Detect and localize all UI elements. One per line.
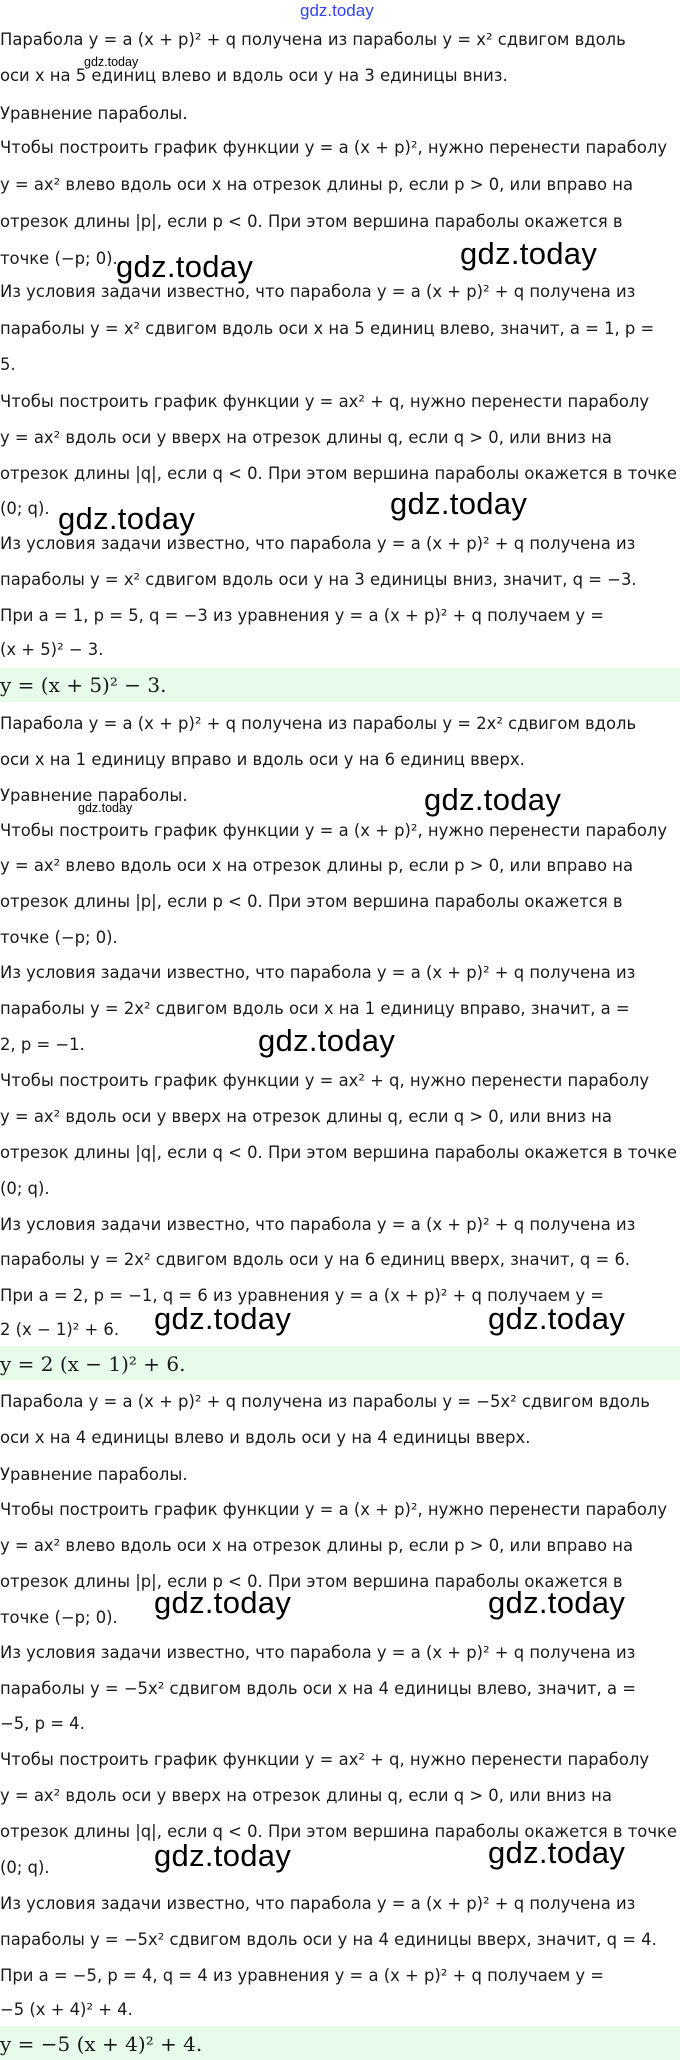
watermark-big: gdz.today — [154, 1838, 292, 1873]
text-line: При a = −5, p = 4, q = 4 из уравнения y = a (x + p)² + q получаем y = — [0, 1966, 605, 1985]
watermark-big: gdz.today — [154, 1301, 292, 1336]
watermark-big: gdz.today — [488, 1301, 626, 1336]
text-line: (0; q). — [0, 1858, 50, 1877]
watermark-big: gdz.today — [116, 249, 254, 284]
text-line: Чтобы построить график функции y = ax² + q, нужно перенести параболу — [0, 1750, 650, 1769]
text-line: Чтобы построить график функции y = a (x + p)², нужно перенести параболу — [0, 821, 668, 840]
text-line: Уравнение параболы. — [0, 104, 188, 123]
text-line: точке (−p; 0). — [0, 1608, 118, 1627]
text-line: параболы y = −5x² сдвигом вдоль оси x на 4 единицы влево, значит, a = — [0, 1679, 636, 1698]
watermark-top: gdz.today — [300, 1, 374, 20]
text-line: точке (−p; 0). — [0, 249, 118, 268]
text-line: отрезок длины |p|, если p < 0. При этом вершина параболы окажется в — [0, 892, 623, 911]
text-line: оси x на 4 единицы влево и вдоль оси y на 4 единицы вверх. — [0, 1428, 531, 1447]
text-line: параболы y = 2x² сдвигом вдоль оси x на 1 единицу вправо, значит, a = — [0, 999, 630, 1018]
text-line: Уравнение параболы. — [0, 1465, 188, 1484]
text-line: Из условия задачи известно, что парабола y = a (x + p)² + q получена из — [0, 1894, 636, 1913]
text-line: точке (−p; 0). — [0, 928, 118, 947]
text-line: 2, p = −1. — [0, 1035, 85, 1054]
text-line: 5. — [0, 355, 16, 374]
text-line: Чтобы построить график функции y = ax² + q, нужно перенести параболу — [0, 1071, 650, 1090]
watermark-small: gdz.today — [84, 55, 139, 69]
text-line: Из условия задачи известно, что парабола y = a (x + p)² + q получена из — [0, 534, 636, 553]
text-line: Из условия задачи известно, что парабола y = a (x + p)² + q получена из — [0, 963, 636, 982]
text-line: Из условия задачи известно, что парабола y = a (x + p)² + q получена из — [0, 282, 636, 301]
text-line: y = ax² влево вдоль оси x на отрезок длины p, если p > 0, или вправо на — [0, 1536, 634, 1555]
text-line: параболы y = x² сдвигом вдоль оси y на 3 единицы вниз, значит, q = −3. — [0, 570, 637, 589]
text-line: (0; q). — [0, 499, 50, 518]
text-line: y = ax² влево вдоль оси x на отрезок длины p, если p > 0, или вправо на — [0, 175, 634, 194]
text-line: отрезок длины |p|, если p < 0. При этом вершина параболы окажется в — [0, 212, 623, 231]
text-line: Уравнение параболы. — [0, 786, 188, 805]
text-line: Из условия задачи известно, что парабола y = a (x + p)² + q получена из — [0, 1643, 636, 1662]
text-line: y = ax² вдоль оси y вверх на отрезок длины q, если q > 0, или вниз на — [0, 1786, 612, 1805]
text-line: y = ax² влево вдоль оси x на отрезок длины p, если p > 0, или вправо на — [0, 856, 634, 875]
text-line: оси x на 5 единиц влево и вдоль оси y на 3 единицы вниз. — [0, 66, 508, 85]
watermark-big: gdz.today — [488, 1585, 626, 1620]
answer-text: y = (x + 5)² − 3. — [0, 673, 167, 697]
watermark-small: gdz.today — [78, 801, 133, 815]
watermark-big: gdz.today — [460, 236, 598, 271]
text-line: параболы y = 2x² сдвигом вдоль оси y на 6 единиц вверх, значит, q = 6. — [0, 1250, 631, 1269]
watermark-big: gdz.today — [258, 1023, 396, 1058]
text-line: отрезок длины |q|, если q < 0. При этом вершина параболы окажется в точке — [0, 464, 678, 483]
text-line: отрезок длины |q|, если q < 0. При этом вершина параболы окажется в точке — [0, 1143, 678, 1162]
text-line: Чтобы построить график функции y = a (x + p)², нужно перенести параболу — [0, 138, 668, 157]
answer-highlight — [0, 1346, 680, 1380]
text-line: y = ax² вдоль оси y вверх на отрезок длины q, если q > 0, или вниз на — [0, 428, 612, 447]
answer-text: y = 2 (x − 1)² + 6. — [0, 1352, 186, 1376]
text-line: При a = 1, p = 5, q = −3 из уравнения y = a (x + p)² + q получаем y = — [0, 606, 605, 625]
watermark-big: gdz.today — [58, 501, 196, 536]
text-line: (x + 5)² − 3. — [0, 640, 104, 659]
watermark-big: gdz.today — [390, 486, 528, 521]
answer-highlight — [0, 668, 680, 702]
text-line: 2 (x − 1)² + 6. — [0, 1320, 120, 1339]
text-line: y = ax² вдоль оси y вверх на отрезок длины q, если q > 0, или вниз на — [0, 1107, 612, 1126]
text-line: Чтобы построить график функции y = ax² + q, нужно перенести параболу — [0, 392, 650, 411]
text-line: (0; q). — [0, 1179, 50, 1198]
text-line: оси x на 1 единицу вправо и вдоль оси y на 6 единиц вверх. — [0, 750, 525, 769]
text-line: −5 (x + 4)² + 4. — [0, 2000, 133, 2019]
text-line: Парабола y = a (x + p)² + q получена из параболы y = 2x² сдвигом вдоль — [0, 714, 637, 733]
text-line: параболы y = x² сдвигом вдоль оси x на 5 единиц влево, значит, a = 1, p = — [0, 319, 655, 338]
text-line: отрезок длины |q|, если q < 0. При этом вершина параболы окажется в точке — [0, 1822, 678, 1841]
answer-highlight — [0, 2026, 680, 2060]
answer-text: y = −5 (x + 4)² + 4. — [0, 2032, 203, 2056]
watermark-big: gdz.today — [424, 782, 562, 817]
text-line: Парабола y = a (x + p)² + q получена из параболы y = −5x² сдвигом вдоль — [0, 1392, 650, 1411]
text-line: Парабола y = a (x + p)² + q получена из параболы y = x² сдвигом вдоль — [0, 30, 626, 49]
text-line: Из условия задачи известно, что парабола y = a (x + p)² + q получена из — [0, 1215, 636, 1234]
watermark-big: gdz.today — [154, 1585, 292, 1620]
text-line: −5, p = 4. — [0, 1714, 85, 1733]
text-line: параболы y = −5x² сдвигом вдоль оси y на 4 единицы вверх, значит, q = 4. — [0, 1930, 657, 1949]
text-line: отрезок длины |p|, если p < 0. При этом вершина параболы окажется в — [0, 1572, 623, 1591]
text-line: При a = 2, p = −1, q = 6 из уравнения y = a (x + p)² + q получаем y = — [0, 1286, 605, 1305]
text-line: Чтобы построить график функции y = a (x + p)², нужно перенести параболу — [0, 1500, 668, 1519]
watermark-big: gdz.today — [488, 1835, 626, 1870]
